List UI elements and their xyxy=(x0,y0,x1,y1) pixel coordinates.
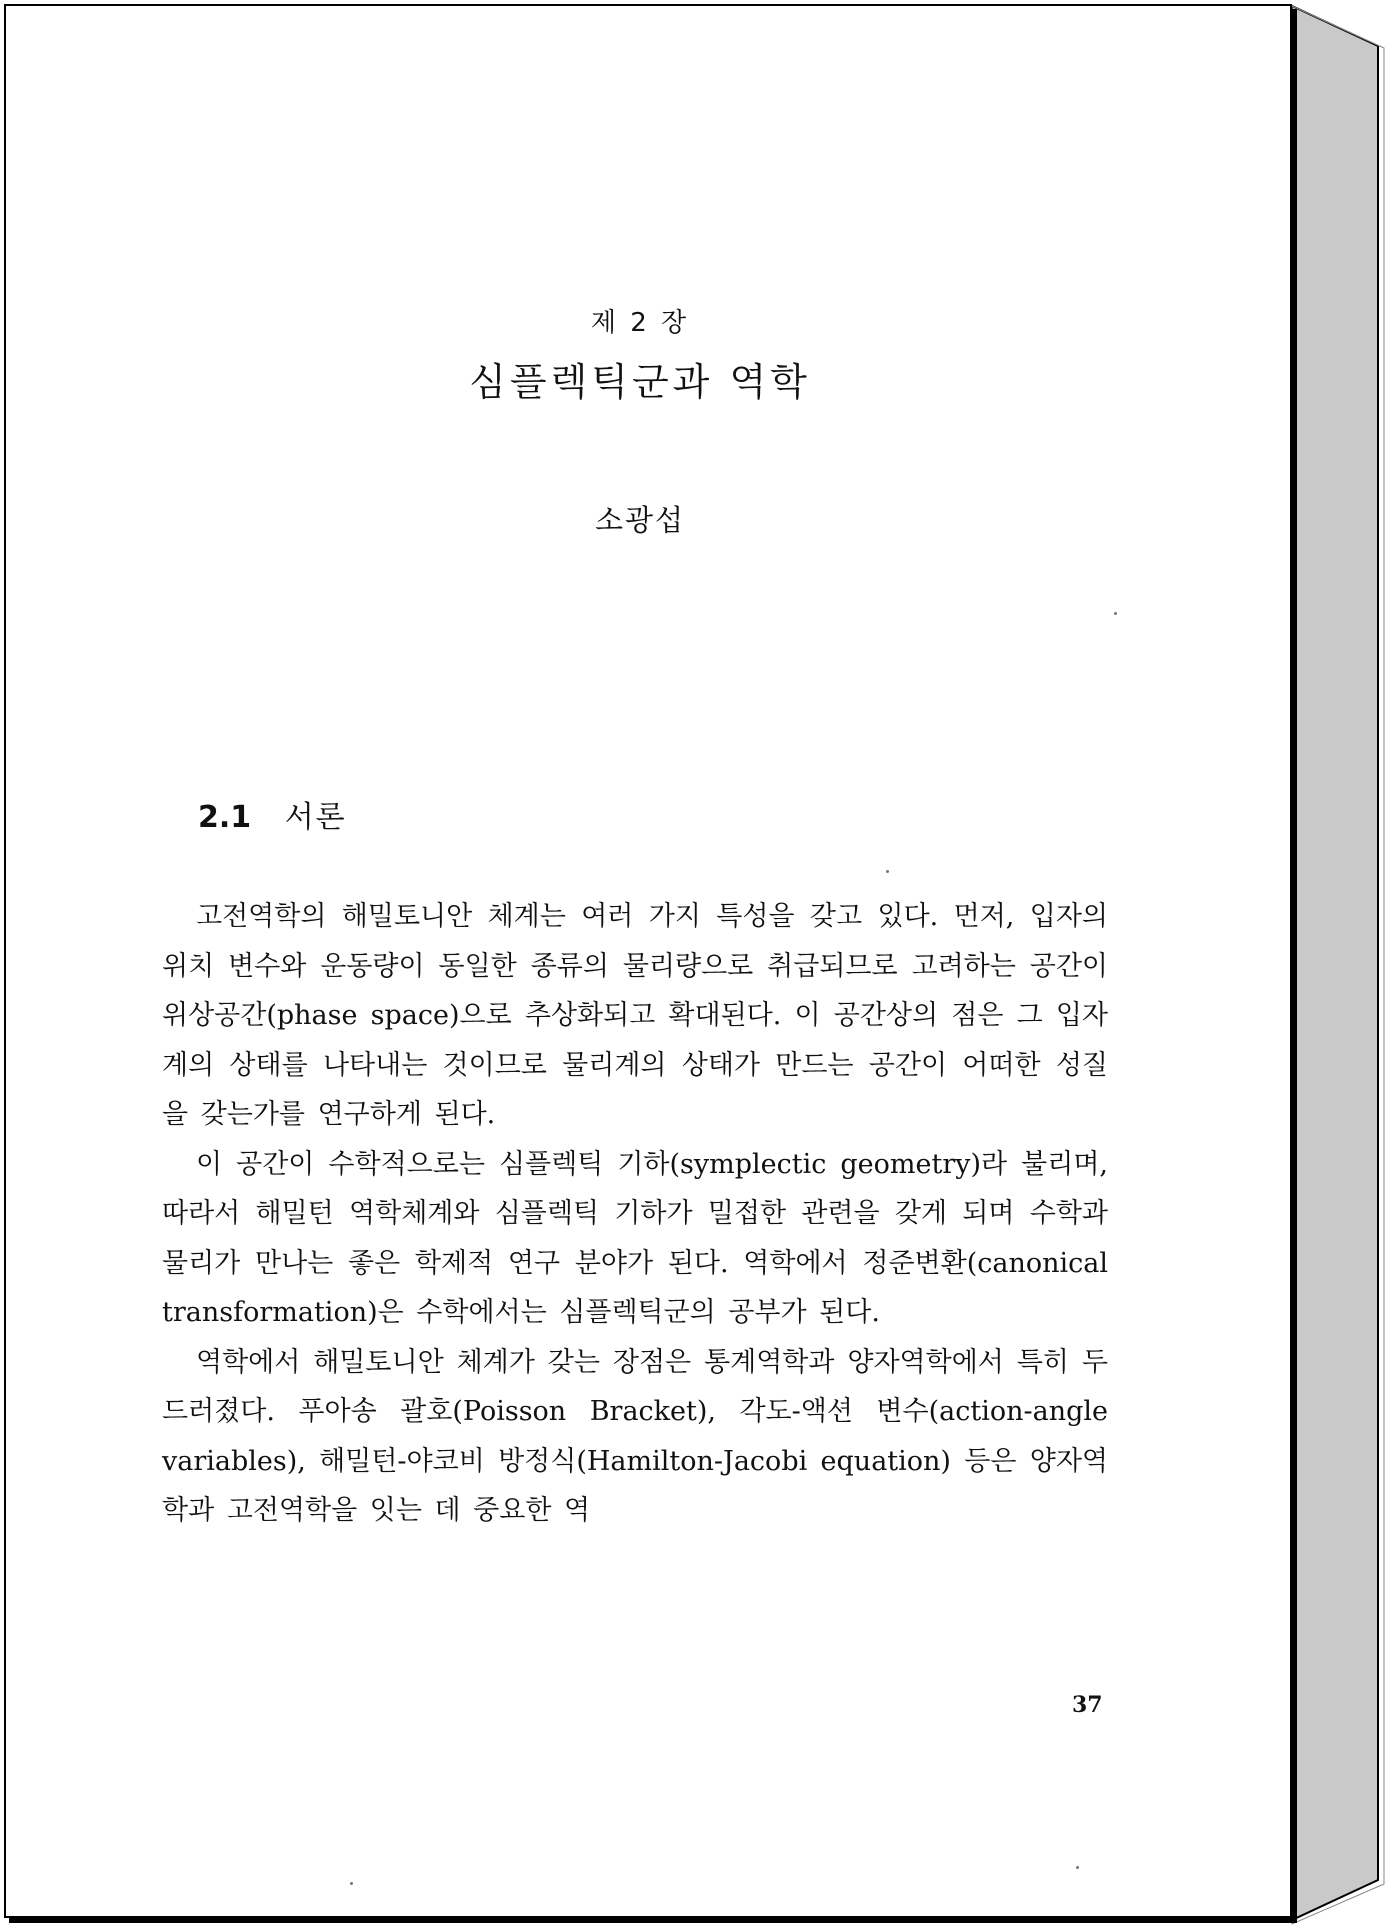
scan-speck xyxy=(350,1882,353,1885)
chapter-label: 제 2 장 xyxy=(590,308,690,338)
paragraph: 고전역학의 해밀토니안 체계는 여러 가지 특성을 갖고 있다. 먼저, 입자의 위치 변수와 운동량이 동일한 종류의 물리량으로 취급되므로 고려하는 공간이 위상공간(phase space)으로 추상화되고 확대된다. 이 공간상의 점은 그 입자계의 상태를 나타내는 것이므로 물리계의 상태가 만드는 공간이 어떠한 성질을 갖는가를 연구하게 된다. xyxy=(162,901,1108,1130)
scan-speck xyxy=(1076,1866,1079,1869)
section-title: 서론 xyxy=(284,800,347,835)
scan-speck xyxy=(1114,612,1117,615)
section-number: 2.1 xyxy=(198,800,252,835)
chapter-title: 심플렉틱군과 역학 xyxy=(469,360,811,404)
author-name: 소광섭 xyxy=(594,503,686,537)
body-text xyxy=(162,892,1108,1536)
paragraph: 역학에서 해밀토니안 체계가 갖는 장점은 통계역학과 양자역학에서 특히 두드러졌다. 푸아송 괄호(Poisson Bracket), 각도-액션 변수(action-angle variables), 해밀턴-야코비 방정식(Hamilton-Jacobi equation) 등은 양자역학과 고전역학을 잇는 데 중요한 역 xyxy=(162,1346,1108,1526)
book-page xyxy=(4,4,1292,1918)
paragraph: 이 공간이 수학적으로는 심플렉틱 기하(symplectic geometry)라 불리며, 따라서 해밀턴 역학체계와 심플렉틱 기하가 밀접한 관련을 갖게 되며 수학과 물리가 만나는 좋은 학제적 연구 분야가 된다. 역학에서 정준변환(canonical transformation)은 수학에서는 심플렉틱군의 공부가 된다. xyxy=(162,1148,1108,1328)
page-content xyxy=(6,6,1294,1920)
section-heading xyxy=(198,792,347,836)
page-number: 37 xyxy=(1072,1692,1103,1718)
scan-speck xyxy=(886,870,889,873)
